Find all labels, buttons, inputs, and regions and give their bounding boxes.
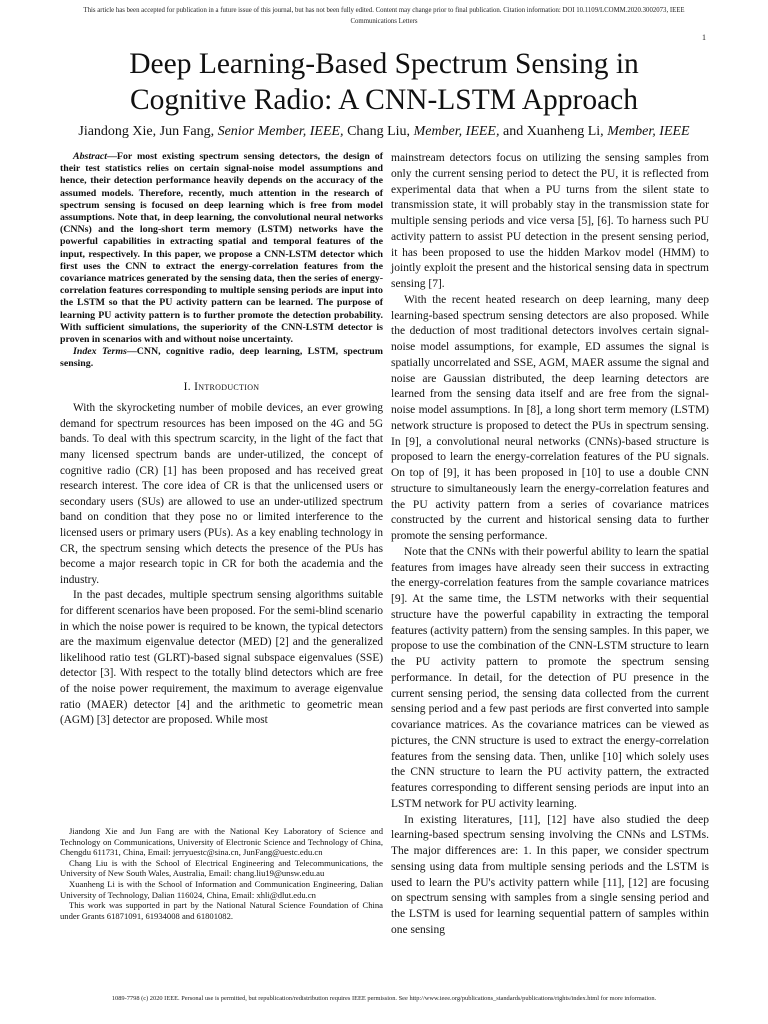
footnote-2: Chang Liu is with the School of Electrical Engineering and Telecommunications, the University of New South Wales, Australia, Email: chang.liu19@unsw.edu.au — [60, 857, 383, 879]
paper-title-line2: Cognitive Radio: A CNN-LSTM Approach — [129, 84, 639, 116]
section-numeral: I. — [183, 380, 195, 393]
index-terms-lead: Index Terms — [73, 346, 127, 358]
index-terms — [60, 346, 383, 370]
footnote-1: Jiandong Xie and Jun Fang are with the National Key Laboratory of Science and Technology on Communications, University of Electronic Science and Technology of China, Chengdu 611731, China, Email: jerryuestc@sina.cn, JunFang@uestc.edu.cn — [60, 826, 383, 858]
author-names-2: Chang Liu, — [347, 124, 411, 139]
right-paragraph-3: Note that the CNNs with their powerful ability to learn the spatial features from images have already seen their success in extracting the energy-correlation features from the sample covariance matrices [9]. At the same time, the LSTM networks with their sequential structure have the powerful capability in extracting the temporal features (activity pattern) from the sensing samples. In this paper, we propose to use the combination of the CNN-LSTM structure to learn the PU activity pattern to promote the spectrum sensing performance. In detail, for the detection of PU presence in the current sensing period, the sensing data collected from the current sensing period and a few past periods are first converted into sample covariance matrices. As the covariance matrices can be viewed as pictures, the CNN structure is used to extract the energy-correlation features from the sensing data. Then, unlike [10] which solely uses the CNN structure to learn the PU activity pattern, the extracted features corresponding to different sensing periods are input into an LSTM network for PU activity learning. — [391, 545, 709, 810]
paper-title-line1: Deep Learning-Based Spectrum Sensing in — [129, 48, 639, 80]
index-terms-text: —CNN, cognitive radio, deep learning, LSTM, spectrum sensing. — [60, 346, 383, 370]
right-paragraph-4: In existing literatures, [11], [12] have also studied the deep learning-based spectrum sensing involving the CNNs and LSTMs. The major differences are: 1. In this paper, we consider spectrum sensing using data from multiple sensing periods and the LSTM is used to learn the PU's activity pattern while [11], [12] are focusing on spectrum sensing with samples from a single sensing period and the LSTM is used for learning sequential pattern of samples within one sensing — [391, 813, 709, 936]
footnote-4: This work was supported in part by the National Natural Science Foundation of China under Grants 61871091, 61934008 and 61801082. — [60, 900, 383, 921]
author-role-2: Member, IEEE, — [413, 124, 500, 139]
section-title: Introduction — [194, 380, 260, 393]
abstract-lead: Abstract — [73, 151, 108, 162]
publication-notice — [0, 5, 768, 27]
affiliation-footnotes — [60, 826, 383, 921]
copyright-footer: 1089-7798 (c) 2020 IEEE. Personal use is permitted, but republication/redistribution requires IEEE permission. See http://www.ieee.org/publications_standards/publications/rights/index.html for more information. — [111, 995, 657, 1002]
intro-paragraph-2: In the past decades, multiple spectrum sensing algorithms suitable for different scenarios have been proposed. For the semi-blind scenario in which the noise power is required to be known, the typical detectors are the maximum eigenvalue detector (MED) [2] and the generalized likelihood ratio test (GLRT)-based signal subspace eigenvalues (SSE) detector [3]. With respect to the totally blind detectors which are free of the noise power requirement, the maximum to average eigenvalue ratio (MAER) detector [4] and the arithmetic to geometric mean (AGM) [3] detector are proposed. While most — [60, 589, 383, 727]
publication-notice-line1: This article has been accepted for publication in a future issue of this journal, but has not been fully edited. Content may change prior to final publication. Citation information: DOI 10.1109/LCOMM.2020.3002073, IEEE — [83, 7, 685, 14]
abstract-text: —For most existing spectrum sensing detectors, the design of their test statistics relies on certain signal-noise model assumptions and hence, their detection performance heavily depends on the accuracy of the assumed models. Therefore, recently, much attention in the research of spectrum sensing is focused on deep learning which is free from model assumptions. Note that, in deep learning, the convolutional neural networks (CNNs) and the long-short term memory (LSTM) networks have the powerful capabilities in extracting spatial and temporal features of the input, respectively. In this paper, we propose a CNN-LSTM detector which first uses the CNN to extract the energy-correlation features from the covariance matrices generated by the sensing data, then the series of energy-correlation features corresponding to multiple sensing periods are input into the LSTM so that the PU activity pattern can be learned. The purpose of learning PU activity pattern is to further promote the detection probability. With sufficient simulations, the superiority of the CNN-LSTM detector is proven in scenarios with and without noise uncertainty. — [60, 151, 383, 346]
footnote-3: Xuanheng Li is with the School of Information and Communication Engineering, Dalian University of Technology, Dalian 116024, China, Email: xhli@dlut.edu.cn — [60, 878, 383, 900]
author-role-3: Member, IEEE — [607, 124, 690, 139]
author-names-1: Jiandong Xie, Jun Fang, — [78, 124, 215, 139]
right-paragraph-1: mainstream detectors focus on utilizing the sensing samples from only the current sensing period to detect the PU, it is reflected from experimental data that when a PU turns from the silent state to transmission state, it will probably stay in the transmission state for multiple sensing periods and vice versa [5], [6]. To harness such PU activity pattern to assist PU detection in the present sensing period, it has been proposed to use the hidden Markov model (HMM) to jointly exploit the present and the historical sensing data in spectrum sensing [7]. — [391, 152, 709, 290]
left-column — [60, 151, 383, 729]
paper-title — [0, 46, 768, 118]
page-number: 1 — [702, 33, 706, 42]
author-role-1: Senior Member, IEEE, — [217, 124, 344, 139]
right-column — [391, 151, 709, 939]
section-heading-introduction — [60, 380, 383, 396]
right-paragraph-2: With the recent heated research on deep learning, many deep learning-based spectrum sensing detectors are also proposed. While the deduction of most traditional detectors involves certain signal-noise model assumptions, for example, ED assumes the signal is spatially uncorrelated and SSE, AGM, MAER assume the signal and noise are Gaussian distributed, the deep learning detectors are learned from the sensing data itself and are free from the signal-noise model assumptions. In [8], a long short term memory (LSTM) network structure is proposed to detect the PUs in spectrum sensing. In [9], a convolutional neural networks (CNNs)-based structure is proposed to learn the energy-correlation features of the PU signals. On top of [9], it has been proposed in [10] to use a double CNN structure to simultaneously learn the energy-correlation features and the PU activity pattern from a series of covariance matrices constructed by the current and historical sensing data to further promote the sensing performance. — [391, 293, 709, 542]
abstract — [60, 151, 383, 346]
publication-notice-line2: Communications Letters — [350, 18, 418, 25]
author-names-3: and Xuanheng Li, — [502, 124, 604, 139]
author-list — [0, 124, 768, 140]
intro-paragraph-1: With the skyrocketing number of mobile devices, an ever growing demand for spectrum resources has been imposed on the 4G and 5G bands. To deal with this spectrum scarcity, in the light of the fact that many licensed spectrum bands are under-utilized, the concept of cognitive radio (CR) [1] has been proposed and has received great research interest. The core idea of CR is that the unlicensed users or secondary users (SUs) are allowed to use an under-utilized spectrum band on condition that they pose no or limited interference to the licensed users or primary users (PUs). As a key enabling technology in CR, the spectrum sensing which detects the presence of the PUs has become a major research topic in CR for both the academia and the industry. — [60, 402, 383, 586]
